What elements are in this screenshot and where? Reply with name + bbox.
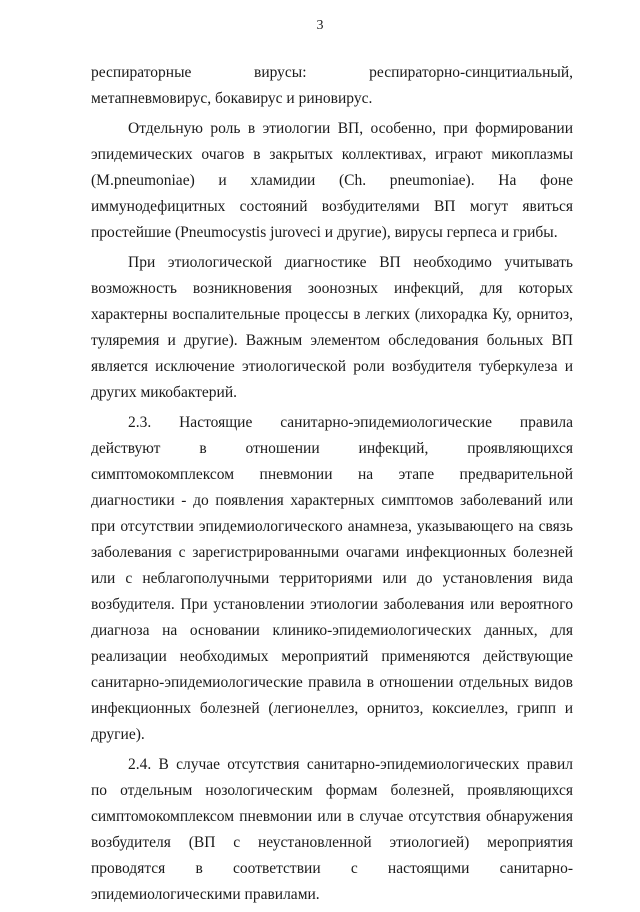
page-number: 3 <box>316 18 324 33</box>
paragraph-etiological-diagnostics: При этиологической диагностике ВП необходимо учитывать возможность возникновения зоонозных инфекций, для которых характерны воспалительные процессы в легких (лихорадка Ку, орнитоз, туляремия и другие). Важным элементом обследования больных ВП является исключение этиологической роли возбудителя туберкулеза и других микобактерий. <box>91 254 573 401</box>
paragraph-section-2-3: 2.3. Настоящие санитарно-эпидемиологические правила действуют в отношении инфекций, проявляющихся симптомокомплексом пневмонии на этапе предварительной диагностики - до появления характерных симптомов заболеваний или при отсутствии эпидемиологического анамнеза, указывающего на связь заболевания с зарегистрированными очагами инфекционных болезней или с неблагополучными территориями или до установления вида возбудителя. При установлении этиологии заболевания или вероятного диагноза на основании клинико-эпидемиологических данных, для реализации необходимых мероприятий применяются действующие санитарно-эпидемиологические правила в отношении отдельных видов инфекционных болезней (легионеллез, орнитоз, коксиеллез, грипп и другие). <box>91 414 573 743</box>
paragraph-mycoplasma-chlamydia: Отдельную роль в этиологии ВП, особенно, при формировании эпидемических очагов в закрытых коллективах, играют микоплазмы (M.pneumoniae) и хламидии (Ch. pneumoniae). На фоне иммунодефицитных состояний возбудителями ВП могут явиться простейшие (Pneumocystis jurovecі и другие), вирусы герпеса и грибы. <box>91 120 573 241</box>
paragraph-section-2-4: 2.4. В случае отсутствия санитарно-эпидемиологических правил по отдельным нозологическим формам болезней, проявляющихся симптомокомплексом пневмонии или в случае отсутствия обнаружения возбудителя (ВП с неустановленной этиологией) мероприятия проводятся в соответствии с настоящими санитарно-эпидемиологическими правилами. <box>91 756 573 903</box>
document-body <box>91 60 573 912</box>
paragraph-respiratory-viruses: респираторные вирусы: респираторно-синцитиальный, метапневмовирус, бокавирус и риновирус. <box>91 64 573 107</box>
